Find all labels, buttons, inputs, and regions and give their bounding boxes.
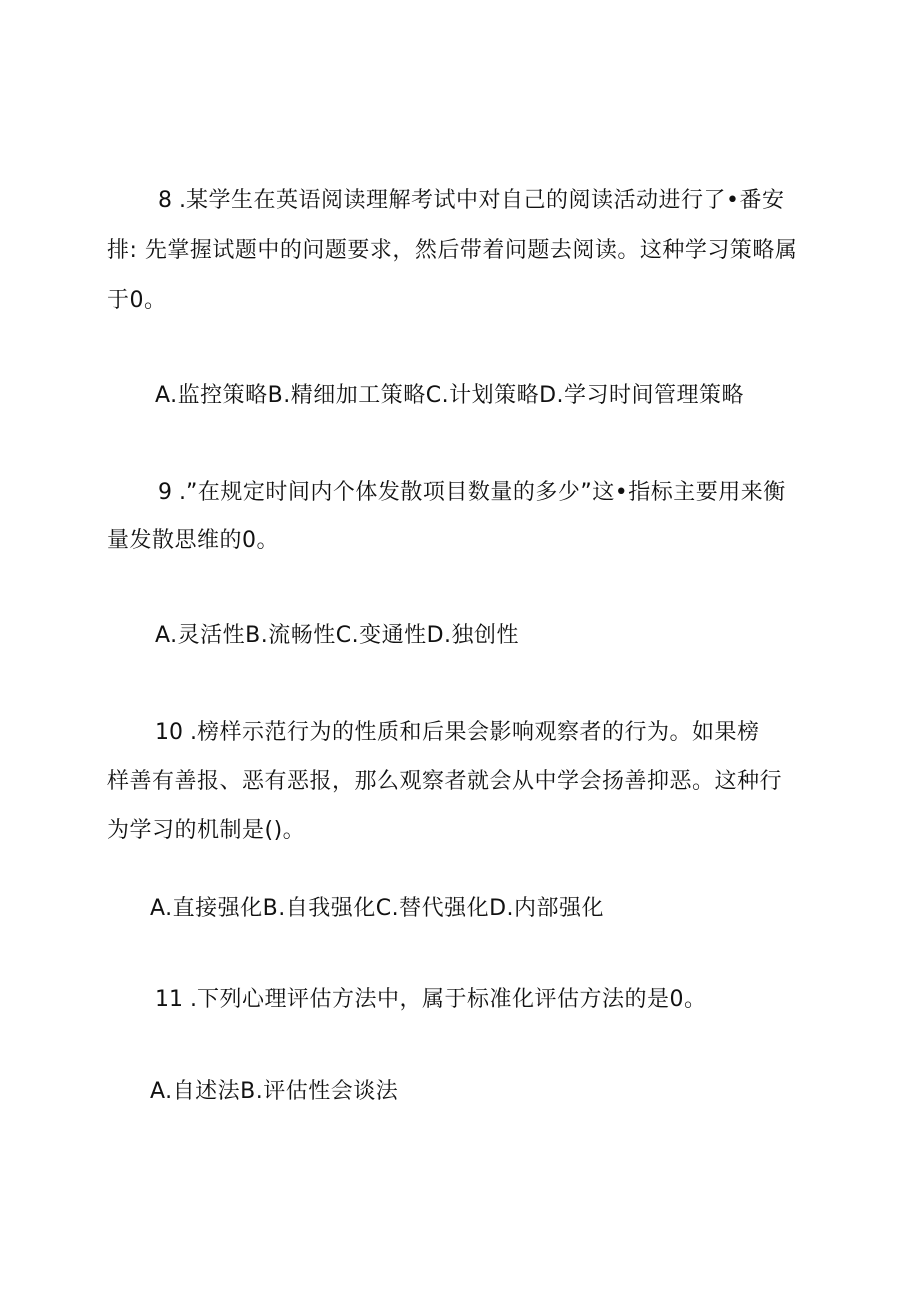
question-8-line-3	[107, 286, 920, 316]
question-11-line-1	[155, 985, 920, 1015]
question-stem-text: 为学习的机制是()。	[107, 818, 306, 843]
question-8-options	[155, 381, 920, 411]
answer-options: A.监控策略B.精细加工策略C.计划策略D.学习时间管理策略	[155, 383, 745, 408]
question-number: 11 .	[155, 987, 197, 1012]
question-number: 9 .	[158, 480, 186, 505]
question-stem-text: 某学生在英语阅读理解考试中对自己的阅读活动进行了•番安	[185, 188, 785, 213]
question-8-line-1	[158, 186, 920, 216]
question-10-line-3	[107, 816, 920, 846]
question-stem-text: 量发散思维的0。	[107, 528, 279, 553]
question-stem-text: 下列心理评估方法中，属于标准化评估方法的是0。	[196, 987, 707, 1012]
question-9-line-1	[158, 478, 920, 508]
question-8-line-2	[107, 236, 920, 266]
question-9-line-2	[107, 526, 920, 556]
answer-options: A.直接强化B.自我强化C.替代强化D.内部强化	[150, 896, 605, 921]
question-stem-text: 排: 先掌握试题中的问题要求，然后带着问题去阅读。这种学习策略属	[107, 238, 798, 263]
question-stem-text: 于0。	[107, 288, 167, 313]
question-stem-text: 样善有善报、恶有恶报，那么观察者就会从中学会扬善抑恶。这种行	[107, 769, 783, 794]
question-10-options	[150, 894, 920, 924]
question-10-line-2	[107, 767, 920, 797]
question-11-options	[150, 1077, 920, 1107]
question-stem-text: ”在规定时间内个体发散项目数量的多少”这•指标主要用来衡	[185, 480, 786, 505]
question-stem-text: 榜样示范行为的性质和后果会影响观察者的行为。如果榜	[196, 720, 760, 745]
question-9-options	[155, 621, 920, 651]
answer-options: A.灵活性B.流畅性C.变通性D.独创性	[155, 623, 520, 648]
question-number: 8 .	[158, 188, 186, 213]
answer-options: A.自述法B.评估性会谈法	[150, 1079, 399, 1104]
question-10-line-1	[155, 718, 920, 748]
question-number: 10 .	[155, 720, 197, 745]
